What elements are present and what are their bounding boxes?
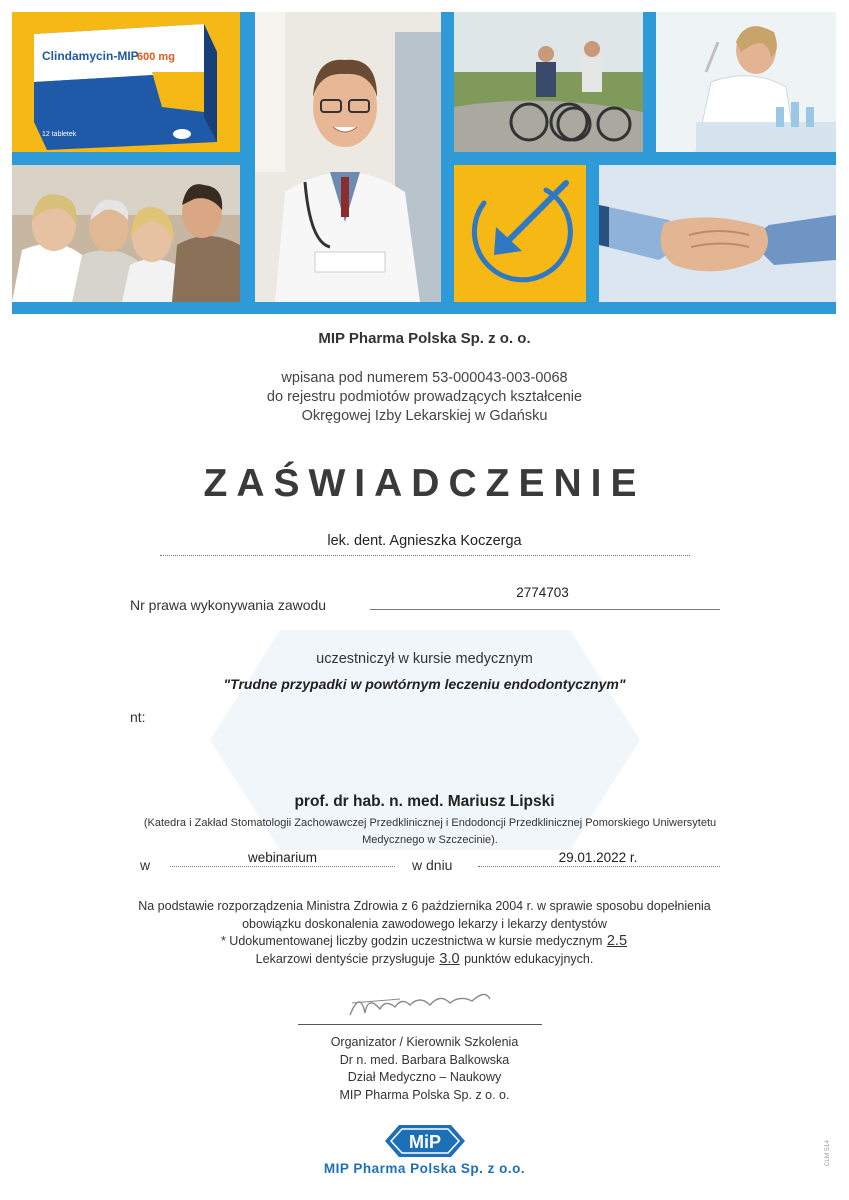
organizer-line: Organizator / Kierownik Szkolenia xyxy=(330,1035,519,1049)
product-name-text: Clindamycin-MIP xyxy=(42,49,139,63)
affiliation-line: (Katedra i Zakład Stomatologii Zachowawczej Przedklinicznej i Endodoncji Przedklinicznej Pomorskiego Uniwersytetu xyxy=(143,817,717,829)
lab-photo-icon xyxy=(656,12,836,152)
place-underline xyxy=(170,866,395,867)
points-line xyxy=(0,951,849,969)
course-title: "Trudne przypadki w powtórnym leczeniu endodontycznym" xyxy=(223,676,626,692)
product-dose-text: 600 mg xyxy=(137,51,175,63)
lecturer-affiliation xyxy=(120,815,740,849)
handshake-photo-icon xyxy=(599,165,836,302)
arrow-circle-tile xyxy=(454,165,586,302)
date-label: w dniu xyxy=(412,857,453,873)
legal-line: obowiązku doskonalenia zawodowego lekarzy i lekarzy dentystów xyxy=(242,916,607,931)
points-suffix: punktów edukacyjnych. xyxy=(464,951,594,966)
hours-line xyxy=(0,933,849,951)
legal-basis xyxy=(0,898,849,968)
recipient-name: lek. dent. Agnieszka Koczerga xyxy=(327,533,522,549)
points-value: 3.0 xyxy=(439,950,460,967)
side-code: CLM 514 xyxy=(824,1140,831,1167)
legal-line: Na podstawie rozporządzenia Ministra Zdrowia z 6 października 2004 r. w sprawie sposobu dopełnienia xyxy=(138,899,711,913)
doctor-photo-tile xyxy=(255,12,441,302)
lab-photo-tile xyxy=(656,12,836,152)
handshake-photo-tile xyxy=(599,165,836,302)
cyclists-photo-icon xyxy=(454,12,643,152)
place-value: webinarium xyxy=(247,850,318,865)
license-value: 2774703 xyxy=(516,585,569,600)
registry-info xyxy=(0,369,849,426)
mip-logo-icon xyxy=(385,1123,465,1159)
doctor-photo-icon xyxy=(255,12,441,302)
medicine-box-icon xyxy=(12,12,240,152)
issuer-company: MIP Pharma Polska Sp. z o. o. xyxy=(318,330,531,347)
date-value: 29.01.2022 r. xyxy=(558,850,638,865)
organizer-line: MIP Pharma Polska Sp. z o. o. xyxy=(339,1087,510,1102)
place-label: w xyxy=(140,857,151,873)
topic-label: nt: xyxy=(130,709,146,725)
organizer-block xyxy=(0,1034,849,1104)
affiliation-line: Medycznego w Szczecinie). xyxy=(362,834,498,846)
lecturer-name: prof. dr hab. n. med. Mariusz Lipski xyxy=(294,793,555,810)
certificate-title: ZAŚWIADCZENIE xyxy=(203,462,646,505)
points-prefix: Lekarzowi dentyście przysługuje xyxy=(255,951,435,966)
organizer-line: Dr n. med. Barbara Balkowska xyxy=(339,1052,510,1067)
registry-line: do rejestru podmiotów prowadzących kształcenie xyxy=(266,389,583,405)
footer-company: MIP Pharma Polska Sp. z o.o. xyxy=(323,1161,526,1176)
signature-line xyxy=(298,1024,542,1025)
license-label: Nr prawa wykonywania zawodu xyxy=(130,597,327,613)
medicine-box-tile xyxy=(12,12,240,152)
hours-value: 2.5 xyxy=(606,933,628,949)
date-underline xyxy=(478,866,720,867)
organizer-line: Dział Medyczno – Naukowy xyxy=(347,1070,502,1084)
logo-text: MiP xyxy=(408,1132,442,1152)
recipient-underline xyxy=(160,555,690,556)
arrow-circle-icon xyxy=(454,165,586,302)
hours-prefix: * Udokumentowanej liczby godzin uczestnictwa w kursie medycznym xyxy=(220,934,603,948)
family-photo-icon xyxy=(12,165,240,302)
cyclists-photo-tile xyxy=(454,12,643,152)
registry-line: wpisana pod numerem 53-000043-003-0068 xyxy=(281,370,568,386)
family-photo-tile xyxy=(12,165,240,302)
product-pack-text: 12 tabletek xyxy=(42,131,77,138)
signature-icon xyxy=(340,985,510,1021)
course-intro: uczestniczył w kursie medycznym xyxy=(316,651,533,667)
registry-line: Okręgowej Izby Lekarskiej w Gdańsku xyxy=(301,408,548,424)
photo-banner xyxy=(12,12,836,314)
license-underline xyxy=(370,609,720,610)
